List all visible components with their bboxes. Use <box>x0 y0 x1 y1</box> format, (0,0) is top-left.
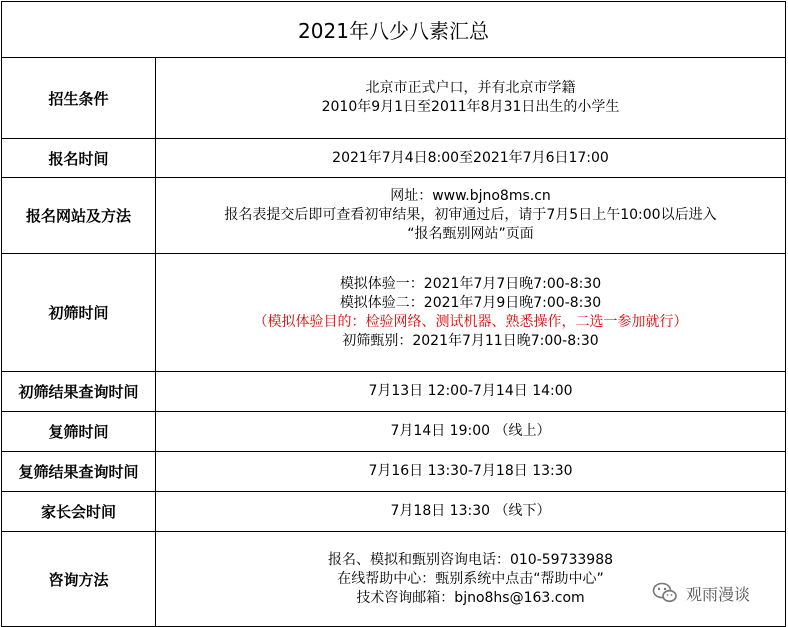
row-label: 家长会时间 <box>2 492 156 532</box>
value-line: 在线帮助中心：甄别系统中点击“帮助中心” <box>337 570 604 587</box>
watermark-text: 观雨漫谈 <box>686 584 751 604</box>
table-row-parent-meeting <box>2 492 786 532</box>
value-line: 初筛甄别：2021年7月11日晚7:00-8:30 <box>342 332 599 349</box>
row-label: 招生条件 <box>2 58 156 139</box>
row-value <box>156 58 786 139</box>
watermark <box>650 580 752 606</box>
row-label: 报名时间 <box>2 139 156 178</box>
value-line: 7月16日 13:30-7月18日 13:30 <box>368 463 573 479</box>
summary-table <box>1 1 786 627</box>
value-line: 2021年7月4日8:00至2021年7月6日17:00 <box>332 149 609 166</box>
table-row-rescreening-results <box>2 452 786 492</box>
value-line: 7月13日 12:00-7月14日 14:00 <box>368 383 573 399</box>
email-line: 技术咨询邮箱：bjno8hs@163.com <box>356 589 585 606</box>
row-value <box>156 139 786 178</box>
row-label: 初筛结果查询时间 <box>2 372 156 412</box>
value-line: “报名甄别网站”页面 <box>407 226 534 242</box>
row-label: 报名网站及方法 <box>2 178 156 254</box>
table-row-registration-website <box>2 178 786 254</box>
highlight-note: （模拟体验目的：检验网络、测试机器、熟悉操作，二选一参加就行） <box>253 313 688 330</box>
table-row-enrollment-conditions <box>2 58 786 139</box>
value-line: 7月14日 19:00 （线上） <box>390 423 551 439</box>
table-row-consultation <box>2 532 786 627</box>
row-label: 复筛结果查询时间 <box>2 452 156 492</box>
row-label: 初筛时间 <box>2 254 156 372</box>
table-row-rescreening-time <box>2 412 786 452</box>
value-line: 模拟体验二：2021年7月9日晚7:00-8:30 <box>339 294 602 311</box>
row-label: 复筛时间 <box>2 412 156 452</box>
row-value <box>156 178 786 254</box>
website-url[interactable]: 网址：www.bjno8ms.cn <box>390 188 551 204</box>
value-line: 报名表提交后即可查看初审结果，初审通过后，请于7月5日上午10:00以后进入 <box>224 207 717 223</box>
value-line: 7月18日 13:30 （线下） <box>390 503 551 519</box>
phone-line: 报名、模拟和甄别咨询电话：010-59733988 <box>327 551 614 568</box>
table-row-preliminary-screening <box>2 254 786 372</box>
title-row <box>2 2 786 58</box>
row-value <box>156 254 786 372</box>
row-value <box>156 452 786 492</box>
value-line: 北京市正式户口，并有北京市学籍 <box>365 80 576 96</box>
value-line: 模拟体验一：2021年7月7日晚7:00-8:30 <box>339 275 602 292</box>
wechat-icon <box>652 581 678 605</box>
row-value <box>156 532 786 627</box>
row-value <box>156 492 786 532</box>
table-title: 2021年八少八素汇总 <box>2 2 786 58</box>
row-label: 咨询方法 <box>2 532 156 627</box>
table-row-preliminary-results <box>2 372 786 412</box>
value-line: 2010年9月1日至2011年8月31日出生的小学生 <box>321 99 620 115</box>
row-value <box>156 372 786 412</box>
table-row-registration-time <box>2 139 786 178</box>
row-value <box>156 412 786 452</box>
